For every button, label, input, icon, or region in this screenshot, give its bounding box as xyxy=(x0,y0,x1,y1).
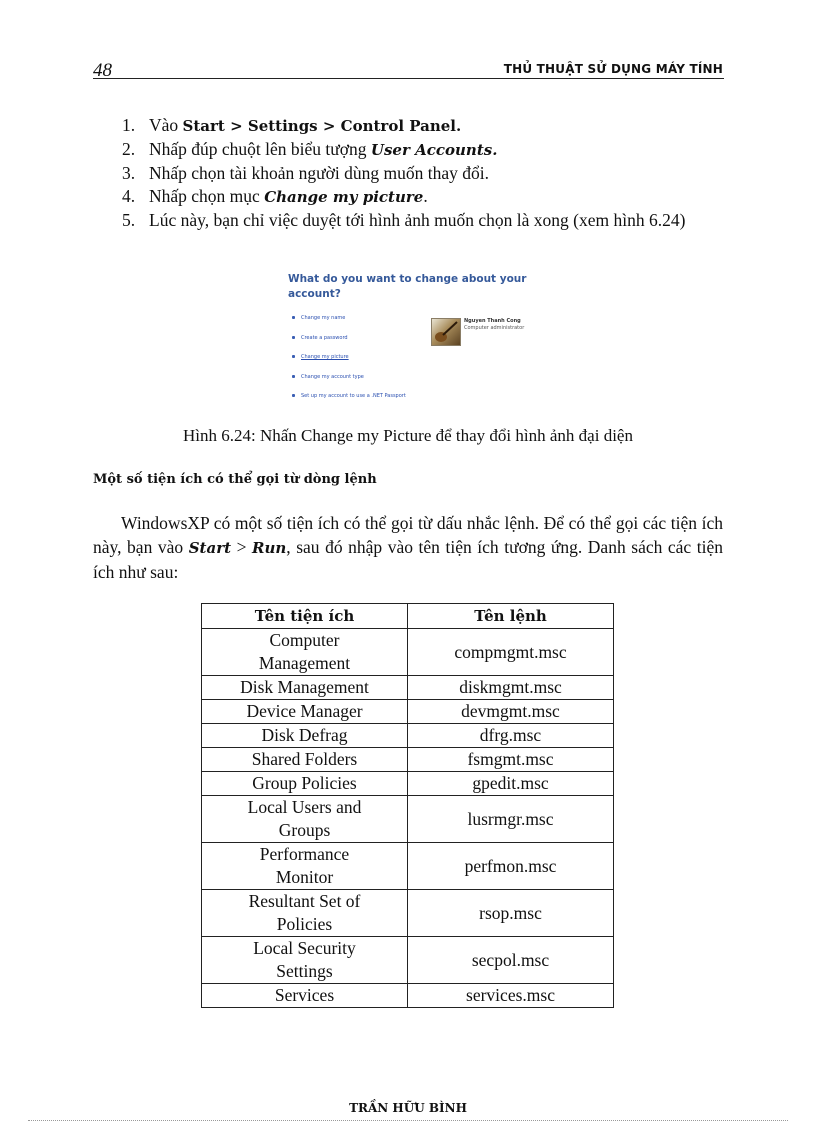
section-title: Một số tiện ích có thể gọi từ dòng lệnh xyxy=(93,472,377,487)
table-row xyxy=(202,984,614,1008)
utility-name: Resultant Set of Policies xyxy=(248,891,361,934)
account-screenshot xyxy=(288,272,538,402)
header-command-name: Tên lệnh xyxy=(408,604,614,629)
header-rule xyxy=(93,78,724,79)
screenshot-links xyxy=(292,314,406,412)
step-emphasis: Change my picture xyxy=(264,188,424,206)
utility-name-cell xyxy=(202,890,408,937)
screenshot-link-item[interactable] xyxy=(292,373,406,393)
screenshot-user-role: Computer administrator xyxy=(464,325,525,331)
guitar-icon xyxy=(432,319,460,345)
step-number: 3. xyxy=(122,163,136,183)
screenshot-link-label: Change my account type xyxy=(301,373,364,380)
bullet-icon xyxy=(292,394,295,397)
run-term: Run xyxy=(252,539,287,557)
utility-name: Device Manager xyxy=(246,701,363,721)
table-row xyxy=(202,772,614,796)
table-row xyxy=(202,890,614,937)
command-cell: services.msc xyxy=(408,984,614,1008)
command-cell: devmgmt.msc xyxy=(408,700,614,724)
screenshot-link-item[interactable] xyxy=(292,334,406,354)
utility-name-cell xyxy=(202,748,408,772)
utility-name: Shared Folders xyxy=(251,749,358,769)
step-item xyxy=(122,185,702,209)
step-number: 5. xyxy=(122,210,136,230)
command-cell: fsmgmt.msc xyxy=(408,748,614,772)
utility-name: Disk Management xyxy=(240,677,369,697)
table-header-row xyxy=(202,604,614,629)
bullet-icon xyxy=(292,316,295,319)
utility-name-cell xyxy=(202,676,408,700)
command-cell: secpol.msc xyxy=(408,937,614,984)
screenshot-link-label: Change my name xyxy=(301,315,346,321)
utility-name: Local Users and Groups xyxy=(247,797,362,840)
command-cell: dfrg.msc xyxy=(408,724,614,748)
step-emphasis: Start > Settings > Control Panel. xyxy=(182,117,462,135)
step-text: Nhấp đúp chuột lên biểu tượng xyxy=(149,139,371,159)
paragraph-separator: > xyxy=(231,537,253,557)
step-item xyxy=(122,162,702,185)
step-item xyxy=(122,138,702,162)
bullet-icon xyxy=(292,375,295,378)
steps-list xyxy=(122,114,702,232)
step-number: 2. xyxy=(122,139,136,159)
table-row xyxy=(202,676,614,700)
utility-name-cell xyxy=(202,724,408,748)
step-emphasis: User Accounts. xyxy=(370,141,498,159)
utility-name: Disk Defrag xyxy=(261,725,348,745)
step-text: Lúc này, bạn chỉ việc duyệt tới hình ảnh muốn chọn là xong (xem hình 6.24) xyxy=(149,210,686,230)
step-text: . xyxy=(423,186,428,206)
header-utility-name: Tên tiện ích xyxy=(202,604,408,629)
start-menu-term: Start xyxy=(188,539,232,557)
step-number: 1. xyxy=(122,115,136,135)
table-row xyxy=(202,724,614,748)
table-row xyxy=(202,937,614,984)
table-row xyxy=(202,700,614,724)
command-cell: lusrmgr.msc xyxy=(408,796,614,843)
screenshot-link-label: Set up my account to use a .NET Passport xyxy=(301,393,406,399)
utility-name-cell xyxy=(202,700,408,724)
command-cell: gpedit.msc xyxy=(408,772,614,796)
utility-name: Computer Management xyxy=(258,630,351,673)
table-row xyxy=(202,748,614,772)
screenshot-link-item[interactable] xyxy=(292,314,406,334)
intro-paragraph xyxy=(93,511,723,584)
page-number: 48 xyxy=(93,60,112,81)
bullet-icon xyxy=(292,355,295,358)
paragraph-text-before: WindowsXP có một số tiện ích có thể gọi từ dấu nhắc lệnh. Để có thể gọi các tiện ích này, bạn vào xyxy=(93,513,723,557)
utility-name-cell xyxy=(202,772,408,796)
utility-name-cell xyxy=(202,629,408,676)
table-row xyxy=(202,796,614,843)
screenshot-question: What do you want to change about your account? xyxy=(288,273,527,300)
step-text: Vào xyxy=(149,115,183,135)
footer-author: TRẦN HỮU BÌNH xyxy=(349,1101,467,1115)
screenshot-link-item[interactable] xyxy=(292,392,406,412)
paragraph-text-after: , sau đó nhập vào tên tiện ích tương ứng. Danh sách các tiện ích như sau: xyxy=(93,537,723,582)
command-cell: rsop.msc xyxy=(408,890,614,937)
running-header-title: THỦ THUẬT SỬ DỤNG MÁY TÍNH xyxy=(503,62,723,76)
utility-name-cell xyxy=(202,937,408,984)
table-row xyxy=(202,843,614,890)
utilities-table xyxy=(201,603,614,1008)
step-number: 4. xyxy=(122,186,136,206)
step-item xyxy=(122,209,702,232)
utility-name: Group Policies xyxy=(252,773,357,793)
user-picture-icon xyxy=(431,318,461,346)
command-cell: perfmon.msc xyxy=(408,843,614,890)
bullet-icon xyxy=(292,336,295,339)
utility-name-cell xyxy=(202,796,408,843)
figure-caption: Hình 6.24: Nhấn Change my Picture để thay đổi hình ảnh đại diện xyxy=(183,426,633,445)
command-cell: diskmgmt.msc xyxy=(408,676,614,700)
footer-rule xyxy=(28,1120,788,1121)
screenshot-link-label: Change my picture xyxy=(301,354,349,360)
step-text: Nhấp chọn tài khoản người dùng muốn thay đổi. xyxy=(149,163,490,183)
utility-name: Local Security Settings xyxy=(253,938,356,981)
screenshot-link-item[interactable] xyxy=(292,353,406,373)
table-row xyxy=(202,629,614,676)
utility-name-cell xyxy=(202,843,408,890)
step-item xyxy=(122,114,702,138)
screenshot-link-label: Create a password xyxy=(301,334,348,341)
screenshot-user-name: Nguyen Thanh Cong xyxy=(464,318,521,324)
utility-name-cell xyxy=(202,984,408,1008)
command-cell: compmgmt.msc xyxy=(408,629,614,676)
step-text: Nhấp chọn mục xyxy=(149,186,265,206)
utility-name: Performance Monitor xyxy=(259,844,350,887)
utility-name: Services xyxy=(274,985,335,1005)
